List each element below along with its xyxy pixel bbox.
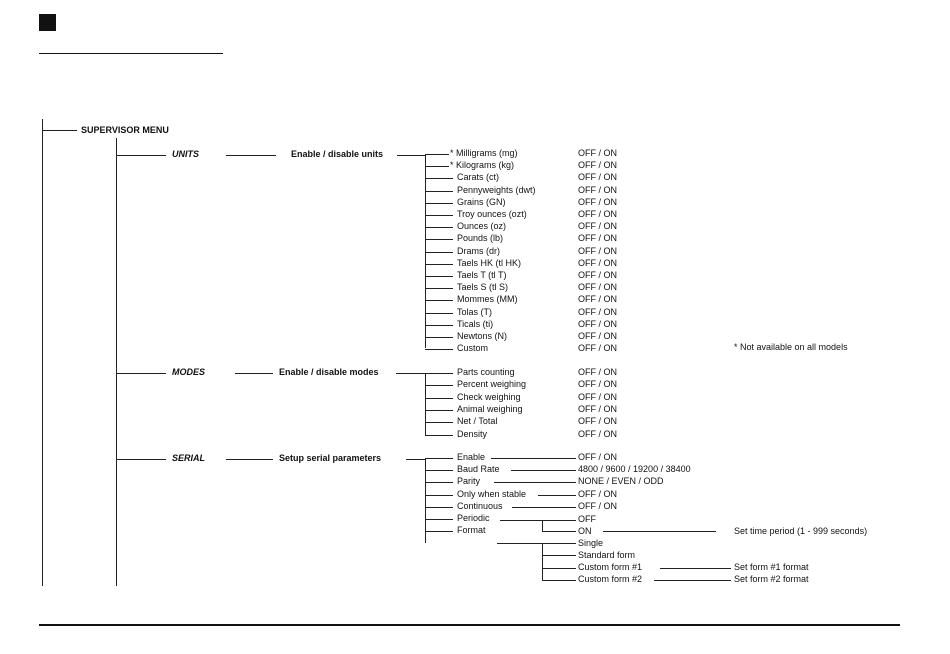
unit-item-connector bbox=[425, 239, 453, 240]
format-connector bbox=[497, 543, 542, 544]
mode-item-connector bbox=[425, 410, 453, 411]
serial-item-value: NONE / EVEN / ODD bbox=[578, 476, 664, 487]
unit-item-value: OFF / ON bbox=[578, 270, 617, 280]
format-custom1: Custom form #1 bbox=[578, 562, 643, 572]
units-items-connector bbox=[397, 155, 425, 156]
modes-action: Enable / disable modes bbox=[279, 367, 379, 377]
format-custom2: Custom form #2 bbox=[578, 574, 643, 584]
modes-items-trunk bbox=[425, 373, 426, 435]
unit-item-connector bbox=[425, 191, 453, 192]
unit-item-name: Ounces (oz) bbox=[457, 221, 507, 232]
unit-item-name: Drams (dr) bbox=[457, 245, 500, 256]
format-custom1-connector bbox=[542, 568, 576, 569]
serial-label: SERIAL bbox=[172, 453, 206, 463]
mode-item-name: Density bbox=[457, 428, 488, 439]
serial-value-connector bbox=[511, 470, 576, 471]
unit-item-name: Taels S (tl S) bbox=[457, 282, 509, 293]
serial-item-value: 4800 / 9600 / 19200 / 38400 bbox=[578, 464, 691, 475]
unit-item-value: OFF / ON bbox=[578, 282, 617, 293]
mode-item-name: Percent weighing bbox=[457, 379, 527, 390]
unit-item-connector bbox=[425, 178, 453, 179]
unit-item-value: OFF / ON bbox=[578, 196, 617, 207]
serial-value-connector bbox=[538, 495, 576, 496]
unit-item-connector bbox=[425, 203, 453, 204]
unit-item-connector bbox=[425, 166, 449, 167]
header-rule bbox=[39, 53, 223, 54]
mode-item-connector bbox=[425, 422, 453, 423]
unit-item-name: Taels HK (tl HK) bbox=[457, 257, 522, 268]
serial-action-connector bbox=[226, 459, 273, 460]
serial-value-connector bbox=[494, 482, 576, 483]
serial-value-connector bbox=[491, 458, 576, 459]
unit-item-name: Custom bbox=[457, 343, 489, 354]
unit-item-name: Tolas (T) bbox=[457, 306, 493, 317]
serial-value-connector bbox=[512, 507, 576, 508]
periodic-on-connector bbox=[542, 531, 576, 532]
mode-item-connector bbox=[425, 398, 453, 399]
unit-item-name: * Kilograms (kg) bbox=[450, 160, 515, 171]
mode-item-name: Check weighing bbox=[457, 391, 521, 402]
unit-item-name: Grains (GN) bbox=[457, 196, 506, 207]
format-custom2-note-connector bbox=[654, 580, 731, 581]
unit-item-value: OFF / ON bbox=[578, 257, 617, 268]
serial-item-value: OFF / ON bbox=[578, 488, 617, 499]
unit-item-value: OFF / ON bbox=[578, 343, 617, 354]
unit-item-connector bbox=[425, 288, 453, 289]
mode-item-name: Net / Total bbox=[457, 416, 498, 427]
mode-item-connector bbox=[425, 373, 453, 374]
units-action: Enable / disable units bbox=[291, 149, 384, 159]
unit-item-name: Mommes (MM) bbox=[457, 294, 518, 305]
unit-item-connector bbox=[425, 215, 453, 216]
unit-item-value: OFF / ON bbox=[578, 331, 617, 341]
mode-item-connector bbox=[425, 385, 453, 386]
main-trunk-line bbox=[42, 119, 43, 586]
format-custom1-note: Set form #1 format bbox=[734, 562, 809, 572]
serial-item-connector bbox=[425, 470, 453, 471]
unit-item-connector bbox=[425, 337, 453, 338]
format-custom1-note-connector bbox=[660, 568, 731, 569]
mode-item-name: Parts counting bbox=[457, 367, 515, 377]
unit-item-name: Pounds (lb) bbox=[457, 233, 504, 244]
unit-item-name: * Milligrams (mg) bbox=[450, 148, 518, 158]
unit-item-name: Pennyweights (dwt) bbox=[457, 184, 536, 195]
serial-item-name: Periodic bbox=[457, 513, 490, 523]
unit-item-connector bbox=[425, 264, 453, 265]
unit-item-value: OFF / ON bbox=[578, 184, 617, 195]
unit-item-name: Troy ounces (ozt) bbox=[457, 209, 527, 219]
unit-item-connector bbox=[425, 300, 453, 301]
unit-item-connector bbox=[425, 276, 453, 277]
unit-item-name: Ticals (ti) bbox=[457, 318, 494, 329]
unit-item-value: OFF / ON bbox=[578, 160, 617, 171]
serial-item-name: Baud Rate bbox=[457, 464, 500, 475]
unit-item-value: OFF / ON bbox=[578, 148, 617, 158]
format-custom2-note: Set form #2 format bbox=[734, 574, 809, 584]
modes-connector bbox=[116, 373, 166, 374]
unit-item-value: OFF / ON bbox=[578, 318, 617, 329]
unit-item-name: Carats (ct) bbox=[457, 172, 500, 183]
mode-item-value: OFF / ON bbox=[578, 367, 617, 377]
mode-item-value: OFF / ON bbox=[578, 391, 617, 402]
supervisor-connector bbox=[42, 130, 77, 131]
periodic-on: ON bbox=[578, 526, 592, 536]
serial-item-connector bbox=[425, 507, 453, 508]
unit-item-value: OFF / ON bbox=[578, 245, 617, 256]
serial-items-connector bbox=[406, 459, 425, 460]
modes-label: MODES bbox=[172, 367, 206, 377]
footer-rule bbox=[39, 624, 900, 626]
periodic-connector bbox=[500, 520, 542, 521]
unit-item-value: OFF / ON bbox=[578, 172, 617, 183]
serial-item-name: Only when stable bbox=[457, 488, 527, 499]
format-trunk bbox=[542, 543, 543, 580]
periodic-off-connector bbox=[542, 520, 576, 521]
serial-action: Setup serial parameters bbox=[279, 453, 382, 463]
serial-item-name: Parity bbox=[457, 476, 481, 487]
periodic-off: OFF bbox=[578, 514, 596, 524]
unit-item-value: OFF / ON bbox=[578, 209, 617, 219]
unit-item-connector bbox=[425, 313, 453, 314]
format-standard: Standard form bbox=[578, 550, 636, 560]
section-marker bbox=[39, 14, 56, 31]
submenu-trunk-line bbox=[116, 138, 117, 586]
serial-item-connector bbox=[425, 482, 453, 483]
unit-item-value: OFF / ON bbox=[578, 294, 617, 305]
format-custom2-connector bbox=[542, 580, 576, 581]
format-standard-connector bbox=[542, 555, 576, 556]
modes-action-connector bbox=[235, 373, 273, 374]
periodic-on-note: Set time period (1 - 999 seconds) bbox=[734, 526, 868, 536]
unit-item-name: Taels T (tl T) bbox=[457, 270, 507, 280]
serial-item-value: OFF / ON bbox=[578, 452, 617, 462]
serial-item-name: Enable bbox=[457, 452, 486, 462]
unit-item-connector bbox=[425, 154, 449, 155]
unit-item-connector bbox=[425, 252, 453, 253]
format-single: Single bbox=[578, 538, 604, 548]
serial-item-connector bbox=[425, 519, 453, 520]
unit-item-connector bbox=[425, 325, 453, 326]
unit-item-connector bbox=[425, 227, 453, 228]
units-label: UNITS bbox=[172, 149, 199, 159]
mode-item-value: OFF / ON bbox=[578, 428, 617, 439]
mode-item-value: OFF / ON bbox=[578, 403, 617, 414]
serial-item-name: Continuous bbox=[457, 500, 503, 511]
units-footnote: * Not available on all models bbox=[734, 342, 848, 352]
units-action-connector bbox=[226, 155, 276, 156]
unit-item-name: Newtons (N) bbox=[457, 331, 508, 341]
unit-item-value: OFF / ON bbox=[578, 306, 617, 317]
mode-item-name: Animal weighing bbox=[457, 403, 523, 414]
serial-item-connector bbox=[425, 458, 453, 459]
supervisor-menu-title: SUPERVISOR MENU bbox=[81, 125, 169, 135]
unit-item-value: OFF / ON bbox=[578, 221, 617, 232]
serial-item-value: OFF / ON bbox=[578, 500, 617, 511]
periodic-on-note-connector bbox=[603, 531, 716, 532]
serial-item-connector bbox=[425, 531, 453, 532]
format-single-connector bbox=[542, 543, 576, 544]
mode-item-value: OFF / ON bbox=[578, 379, 617, 390]
unit-item-connector bbox=[425, 349, 453, 350]
serial-connector bbox=[116, 459, 166, 460]
serial-item-name: Format bbox=[457, 525, 486, 536]
mode-item-value: OFF / ON bbox=[578, 416, 617, 427]
units-connector bbox=[116, 155, 166, 156]
modes-items-connector bbox=[396, 373, 425, 374]
unit-item-value: OFF / ON bbox=[578, 233, 617, 244]
serial-item-connector bbox=[425, 495, 453, 496]
mode-item-connector bbox=[425, 435, 453, 436]
